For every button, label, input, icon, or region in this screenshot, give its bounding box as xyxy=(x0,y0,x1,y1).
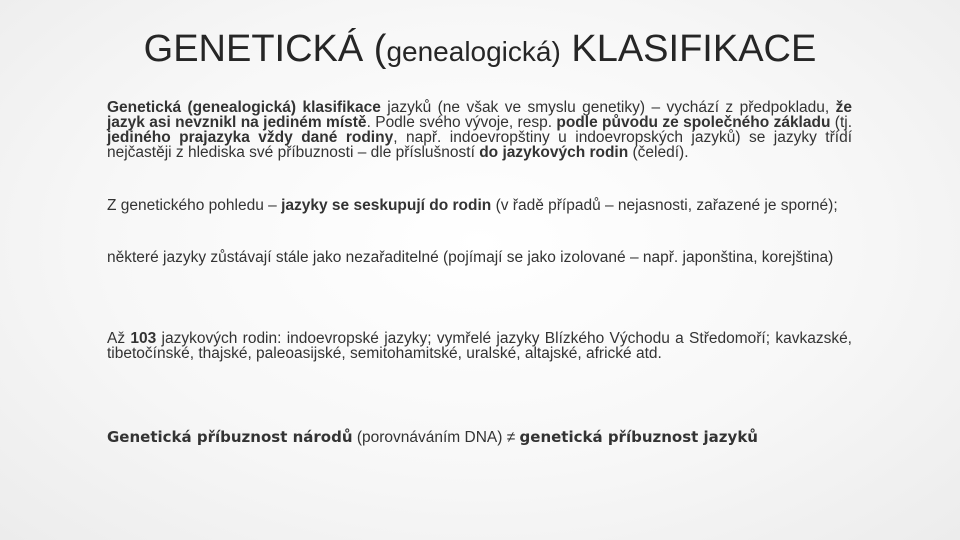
p3-text: některé jazyky zůstávají stále jako nezařaditelné (pojímají se jako izolované – např. japonština, korejština) xyxy=(107,249,834,266)
paragraph-genetic-classification xyxy=(107,100,852,160)
p5-text: (porovnáváním DNA) ≠ xyxy=(352,429,520,446)
p1-text: (čeledí). xyxy=(628,144,689,161)
p1-text: , např. indoevropštiny u indoevropských jazyků) se jazyky třídí nejčastěji z hlediska své příbuznosti – dle příslušností xyxy=(107,129,853,161)
p2-text: Z genetického pohledu – xyxy=(107,197,282,214)
p1-text: (tj. xyxy=(830,114,853,131)
paragraph-isolates xyxy=(107,250,852,265)
paragraph-dna-comparison xyxy=(107,430,852,445)
p1-text: . Podle svého vývoje, resp. xyxy=(366,114,557,131)
p1-bold-protolanguage: jediného prajazyka vždy dané rodiny xyxy=(107,129,394,146)
p4-bold-count: 103 xyxy=(130,330,157,347)
p1-bold-common-base: podle původu ze společného základu xyxy=(556,114,831,131)
title-part2: genealogická) xyxy=(386,36,561,67)
paragraph-language-families xyxy=(107,331,852,361)
title-part1: GENETICKÁ ( xyxy=(143,28,387,70)
p1-bold-origin: že jazyk asi nevznikl na jediném místě xyxy=(107,99,852,131)
slide-title xyxy=(0,28,960,71)
p2-text: (v řadě případů – nejasnosti, zařazené je sporné); xyxy=(491,197,838,214)
p1-bold-families: do jazykových rodin xyxy=(479,144,629,161)
p5-bold-languages: genetická příbuznost jazyků xyxy=(519,428,758,446)
p5-bold-nations: Genetická příbuznost národů xyxy=(107,428,353,446)
p1-bold-term: Genetická (genealogická) klasifikace xyxy=(107,99,381,116)
p4-text: Až xyxy=(107,330,131,347)
paragraph-genetic-view xyxy=(107,198,852,213)
p2-bold: jazyky se seskupují do rodin xyxy=(281,197,492,214)
p1-text: jazyků (ne však ve smyslu genetiky) – vychází z předpokladu, xyxy=(380,99,836,116)
p4-text: jazykových rodin: indoevropské jazyky; vymřelé jazyky Blízkého Východu a Středomoří; kavkazské, tibetočínské, thajské, paleoasijské, semitohamitské, uralské, altajské, africké atd. xyxy=(107,330,852,362)
title-part3: KLASIFIKACE xyxy=(560,28,817,70)
